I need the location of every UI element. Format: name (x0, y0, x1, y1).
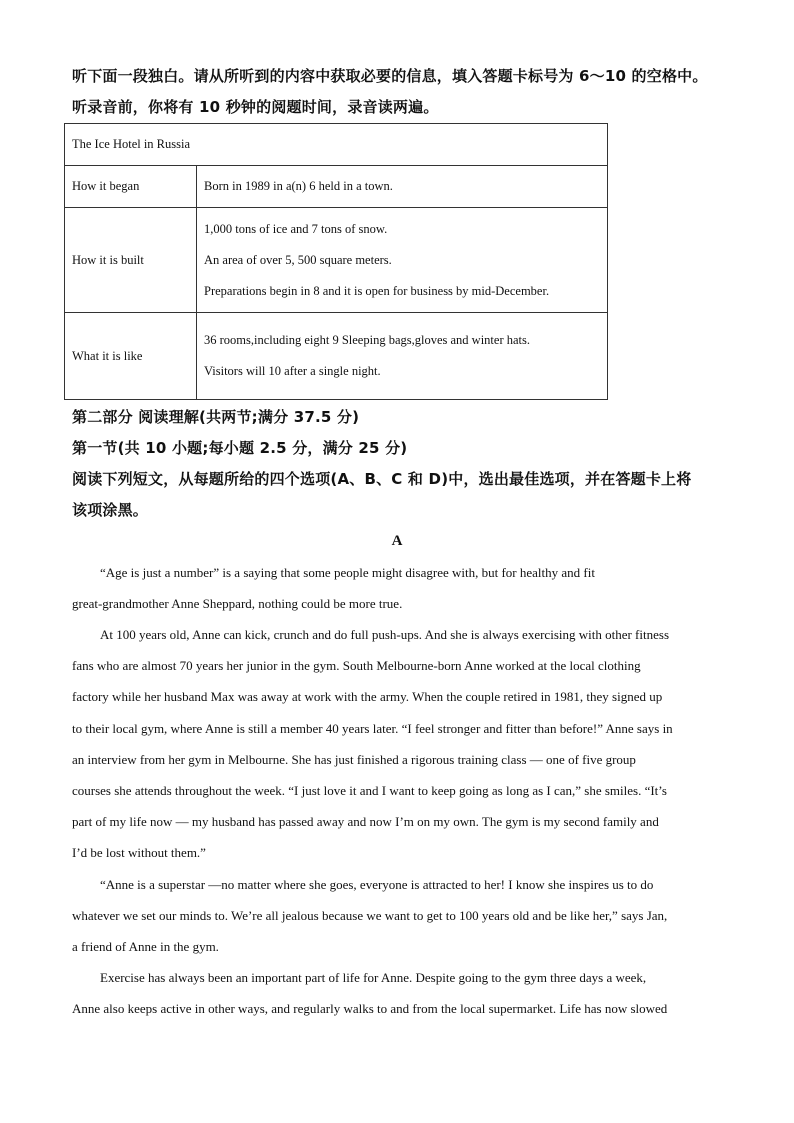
row-label: How it began (65, 166, 197, 208)
table-row (65, 166, 608, 208)
passage-line: fans who are almost 70 years her junior in the gym. South Melbourne-born Anne worked at the local clothing (72, 658, 641, 673)
table-row (65, 208, 608, 313)
row-label: What it is like (65, 313, 197, 400)
passage-line: courses she attends throughout the week. “I just love it and I want to keep going as long as I can,” she smiles. “It’s (72, 783, 667, 798)
listening-instruction-line-2: 听录音前，你将有 10 秒钟的阅题时间，录音读两遍。 (72, 98, 439, 116)
table-title: The Ice Hotel in Russia (65, 124, 608, 166)
row-line: Preparations begin in 8 and it is open for business by mid-December. (204, 283, 550, 298)
reading-instruction-line-1: 阅读下列短文，从每题所给的四个选项(A、B、C 和 D)中，选出最佳选项，并在答题卡上将 (72, 470, 692, 488)
passage-line: I’d be lost without them.” (72, 845, 206, 860)
row-content (197, 313, 608, 400)
table-row (65, 313, 608, 400)
listening-instruction-line-1: 听下面一段独白。请从所听到的内容中获取必要的信息，填入答题卡标号为 6～10 的空格中。 (72, 67, 708, 85)
ice-hotel-table (64, 123, 608, 400)
passage-line: factory while her husband Max was away at work with the army. When the couple retired in 1981, they signed up (72, 689, 663, 704)
passage-line: part of my life now — my husband has passed away and now I’m on my own. The gym is my second family and (72, 814, 659, 829)
reading-instruction-line-2: 该项涂黑。 (72, 501, 149, 519)
passage-line: an interview from her gym in Melbourne. She has just finished a rigorous training class — one of five group (72, 752, 636, 767)
row-content: Born in 1989 in a(n) 6 held in a town. (197, 166, 608, 208)
row-line: An area of over 5, 500 square meters. (204, 252, 392, 267)
passage-line: “Age is just a number” is a saying that some people might disagree with, but for healthy and fit (100, 565, 595, 580)
passage-line: “Anne is a superstar —no matter where she goes, everyone is attracted to her! I know she inspires us to do (100, 877, 654, 892)
row-label: How it is built (65, 208, 197, 313)
passage-line: At 100 years old, Anne can kick, crunch and do full push-ups. And she is always exercising with other fitness (100, 627, 669, 642)
table-title-row (65, 124, 608, 166)
passage-title: A (391, 533, 403, 549)
passage-line: whatever we set our minds to. We’re all jealous because we want to get to 100 years old and be like her,” says Jan, (72, 908, 668, 923)
row-line: 36 rooms,including eight 9 Sleeping bags,gloves and winter hats. (204, 333, 530, 347)
row-line: 1,000 tons of ice and 7 tons of snow. (204, 221, 388, 236)
passage-line: a friend of Anne in the gym. (72, 939, 219, 954)
passage-line: Anne also keeps active in other ways, and regularly walks to and from the local supermarket. Life has now slowed (72, 1001, 668, 1016)
passage-line: to their local gym, where Anne is still a member 40 years later. “I feel stronger and fitter than before!” Anne says in (72, 721, 673, 736)
part-heading: 第二部分 阅读理解(共两节;满分 37.5 分) (72, 408, 360, 426)
passage-line: great-grandmother Anne Sheppard, nothing could be more true. (72, 596, 403, 611)
row-content (197, 208, 608, 313)
passage-line: Exercise has always been an important part of life for Anne. Despite going to the gym three days a week, (100, 970, 647, 985)
section-heading: 第一节(共 10 小题;每小题 2.5 分，满分 25 分) (72, 439, 408, 457)
row-line: Visitors will 10 after a single night. (204, 364, 381, 378)
